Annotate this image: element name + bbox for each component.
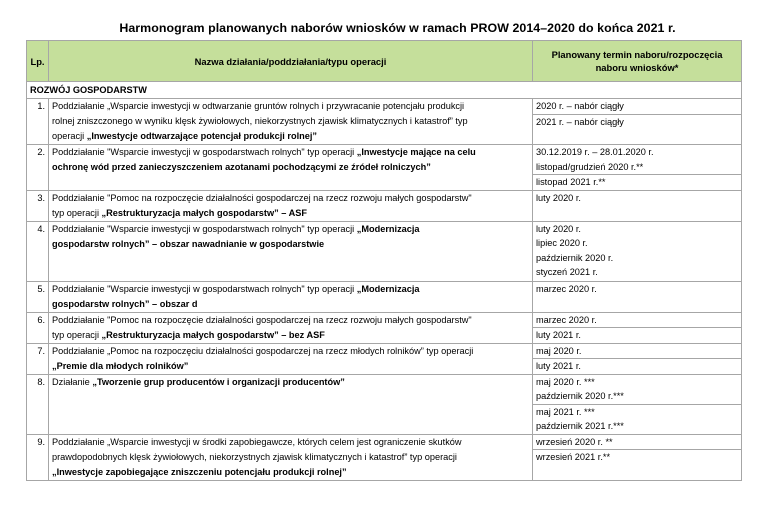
operation-name-text: Poddziałanie „Wsparcie inwestycji w odtwarzanie gruntów rolnych i przywracanie potencjału produkcji [52,101,465,111]
operation-name-text: Poddziałanie "Wsparcie inwestycji w gospodarstwach rolnych" typ operacji [52,283,357,294]
operation-name-line [52,206,526,221]
operation-type-bold: ochronę wód przed zanieczyszczeniem azotanami pochodzącymi ze źródeł rolniczych” [52,162,431,172]
operation-name-text: typ operacji [52,207,102,218]
operation-name-text: rolnej zniszczonego w wyniku klęsk żywiołowych, niekorzystnych zjawisk klimatycznych i katastrof” typ [52,116,468,126]
schedule-cell [533,99,742,145]
operation-name [49,190,533,221]
row-number: 4. [27,221,49,281]
schedule-entry: maj 2021 r. *** [533,404,741,420]
operation-name-text: Poddziałanie „Wsparcie inwestycji w środki zapobiegawcze, których celem jest ograniczenie skutków [52,436,462,447]
schedule-entry: październik 2020 r. [536,252,614,263]
schedule-cell [533,281,742,312]
table-row [27,434,742,480]
schedule-entry: październik 2021 r.*** [536,421,624,431]
operation-name-line [52,313,526,328]
schedule-entry: listopad 2021 r.** [533,174,741,190]
operation-name-line [52,191,526,206]
schedule-cell [533,221,742,281]
table-row [27,343,742,374]
schedule-entry: lipiec 2020 r. [536,238,588,248]
schedule-entry: listopad/grudzień 2020 r.** [536,161,644,172]
schedule-entry: marzec 2020 r. [536,314,597,325]
operation-type-bold: „Inwestycje mające na celu [356,147,476,157]
schedule-cell [533,312,742,343]
operation-name [49,145,533,191]
header-name: Nazwa działania/poddziałania/typu operacji [49,41,533,82]
operation-type-bold: „Premie dla młodych rolników” [52,360,189,371]
row-number: 3. [27,190,49,221]
schedule-cell [533,343,742,374]
table-header-row [27,41,742,82]
schedule-cell [533,145,742,191]
operation-name [49,434,533,480]
row-number: 8. [27,374,49,434]
operation-name [49,221,533,281]
schedule-entry: październik 2020 r.*** [536,391,624,401]
row-number: 1. [27,99,49,145]
operation-name-line [52,145,526,160]
schedule-entry: wrzesień 2020 r. ** [536,436,613,447]
operation-type-bold: gospodarstw rolnych” – obszar nawadnianie w gospodarstwie [52,238,325,249]
operation-name-line [52,465,526,480]
row-number: 6. [27,312,49,343]
operation-name-line [52,344,526,359]
row-number: 9. [27,434,49,480]
table-row [27,374,742,434]
operation-name-text: Działanie [52,376,93,387]
operation-name-line [52,129,526,144]
operation-name-line [52,328,526,343]
schedule-entry: wrzesień 2021 r.** [533,449,741,465]
schedule-entry: 30.12.2019 r. – 28.01.2020 r. [536,147,654,157]
operation-type-bold: „Restrukturyzacja małych gospodarstw” – bez ASF [101,329,325,340]
schedule-cell [533,434,742,480]
operation-name-line [52,375,526,390]
table-row [27,281,742,312]
table-row [27,221,742,281]
operation-type-bold: „Modernizacja [356,223,420,234]
operation-name [49,281,533,312]
operation-name-text: Poddziałanie "Wsparcie inwestycji w gospodarstwach rolnych" typ operacji [52,147,357,157]
schedule-entry: 2021 r. – nabór ciągły [533,114,741,130]
table-row [27,99,742,145]
section-heading: ROZWÓJ GOSPODARSTW [27,82,742,99]
schedule-entry: luty 2020 r. [536,223,581,234]
schedule-entry: luty 2021 r. [533,327,741,343]
operation-name-text: Poddziałanie "Pomoc na rozpoczęcie działalności gospodarczej na rzecz rozwoju małych gospodarstw" [52,314,472,325]
operation-name-line [52,282,526,297]
schedule-entry: maj 2020 r. *** [536,376,595,387]
operation-name-line [52,237,526,252]
table-row [27,190,742,221]
operation-name-line [52,114,526,129]
operation-name-line [52,359,526,374]
table-row [27,312,742,343]
operation-type-bold: „Tworzenie grup producentów i organizacji producentów” [92,376,345,387]
operation-name [49,343,533,374]
operation-type-bold: „Restrukturyzacja małych gospodarstw” – ASF [101,207,307,218]
operation-name-text: Poddziałanie "Wsparcie inwestycji w gospodarstwach rolnych" typ operacji [52,223,357,234]
operation-name [49,374,533,434]
operation-type-bold: „Modernizacja [356,283,420,294]
operation-name-line [52,222,526,237]
header-term: Planowany termin naboru/rozpoczęcia naboru wniosków* [533,41,742,82]
row-number: 5. [27,281,49,312]
schedule-table [26,40,742,481]
row-number: 7. [27,343,49,374]
header-lp: Lp. [27,41,49,82]
operation-type-bold: „Inwestycje odtwarzające potencjał produkcji rolnej” [86,131,317,141]
schedule-entry: 2020 r. – nabór ciągły [536,101,624,111]
operation-type-bold: gospodarstw rolnych” – obszar d [52,298,198,309]
operation-name-line [52,297,526,312]
operation-name-text: Poddziałanie "Pomoc na rozpoczęcie działalności gospodarczej na rzecz rozwoju małych gospodarstw" [52,192,472,203]
schedule-entry: marzec 2020 r. [536,283,597,294]
schedule-entry: styczeń 2021 r. [536,267,598,277]
operation-type-bold: „Inwestycje zapobiegające zniszczeniu potencjału produkcji rolnej” [52,466,347,477]
operation-name-line [52,99,526,114]
table-row [27,145,742,191]
operation-name [49,99,533,145]
schedule-cell [533,190,742,221]
operation-name [49,312,533,343]
operation-name-text: operacji [52,131,87,141]
section-row [27,82,742,99]
schedule-entry: luty 2020 r. [536,192,581,203]
operation-name-text: Poddziałanie „Pomoc na rozpoczęciu działalności gospodarczej na rzecz młodych rolników” typ operacji [52,345,474,356]
operation-name-line [52,435,526,450]
schedule-entry: maj 2020 r. [536,345,582,356]
schedule-cell [533,374,742,434]
document-title: Harmonogram planowanych naborów wniosków w ramach PROW 2014–2020 do końca 2021 r. [119,21,676,35]
operation-name-line [52,160,526,175]
operation-name-text: typ operacji [52,329,102,340]
schedule-entry: luty 2021 r. [533,358,741,374]
operation-name-text: prawdopodobnych klęsk żywiołowych, niekorzystnych zjawisk klimatycznych i katastrof” typ operacji [52,451,457,462]
operation-name-line [52,450,526,465]
row-number: 2. [27,145,49,191]
